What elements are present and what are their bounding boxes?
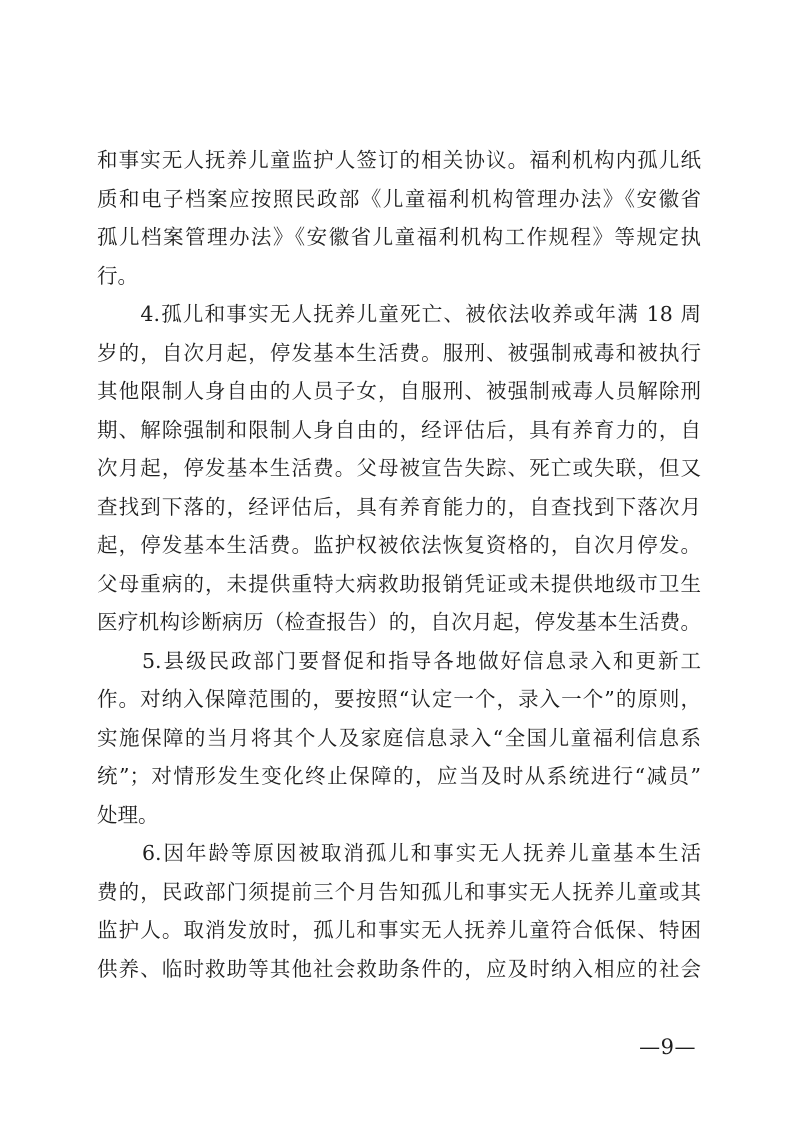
text-line: 实施保障的当月将其个人及家庭信息录入“全国儿童福利信息系 — [97, 725, 701, 750]
text-line: 行。 — [97, 263, 138, 288]
paragraph — [97, 642, 701, 835]
text-line: 监护人。取消发放时，孤儿和事实无人抚养儿童符合低保、特困 — [97, 918, 701, 942]
text-line: 6.因年龄等原因被取消孤儿和事实无人抚养儿童基本生活 — [97, 841, 701, 865]
text-line: 5.县级民政部门要督促和指导各地做好信息录入和更新工 — [97, 648, 701, 673]
text-line: 孤儿档案管理办法》《安徽省儿童福利机构工作规程》等规定执 — [97, 225, 701, 249]
text-line: 统”；对情形发生变化终止保障的，应当及时从系统进行“减员” — [97, 764, 701, 788]
text-line: 其他限制人身自由的人员子女，自服刑、被强制戒毒人员解除刑 — [97, 379, 701, 403]
text-line: 作。对纳入保障范围的，要按照“认定一个，录入一个”的原则， — [97, 687, 701, 711]
document-body — [97, 141, 701, 988]
paragraph — [97, 295, 701, 642]
text-line: 岁的，自次月起，停发基本生活费。服刑、被强制戒毒和被执行 — [97, 340, 701, 365]
paragraph — [97, 141, 701, 295]
text-line: 父母重病的，未提供重特大病救助报销凭证或未提供地级市卫生 — [97, 571, 701, 596]
text-line: 查找到下落的，经评估后，具有养育能力的，自查找到下落次月 — [97, 494, 701, 519]
text-line: 费的，民政部门须提前三个月告知孤儿和事实无人抚养儿童或其 — [97, 879, 701, 904]
text-line: 质和电子档案应按照民政部《儿童福利机构管理办法》《安徽省 — [97, 186, 701, 211]
text-line: 期、解除强制和限制人身自由的，经评估后，具有养育力的，自 — [97, 417, 701, 442]
page-number: —9— — [639, 1035, 696, 1059]
text-line: 医疗机构诊断病历（检查报告）的，自次月起，停发基本生活费。 — [97, 610, 701, 634]
text-line: 和事实无人抚养儿童监护人签订的相关协议。福利机构内孤儿纸 — [97, 148, 701, 172]
text-line: 起，停发基本生活费。监护权被依法恢复资格的，自次月停发。 — [97, 533, 701, 557]
text-line: 4.孤儿和事实无人抚养儿童死亡、被依法收养或年满 18 周 — [97, 302, 701, 326]
paragraph — [97, 834, 701, 988]
text-line: 次月起，停发基本生活费。父母被宣告失踪、死亡或失联，但又 — [97, 456, 701, 480]
text-line: 处理。 — [97, 802, 159, 827]
text-line: 供养、临时救助等其他社会救助条件的，应及时纳入相应的社会 — [97, 956, 701, 981]
